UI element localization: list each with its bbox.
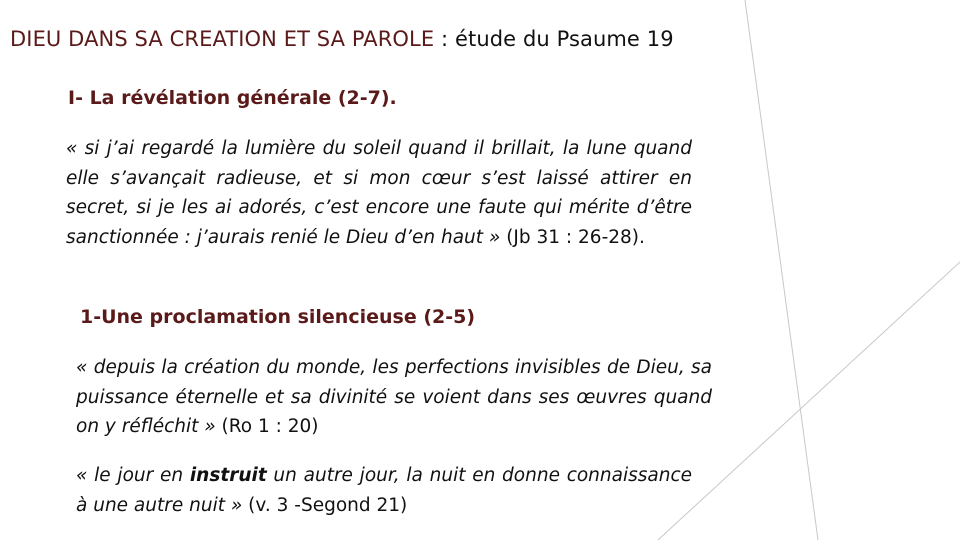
quote-romans [76, 353, 712, 442]
quote-job [66, 134, 692, 252]
quote-psalm [76, 461, 692, 520]
decorative-line-vertical [745, 0, 818, 540]
section-heading-general-revelation: I- La révélation générale (2-7). [68, 87, 397, 109]
quote-psalm-reference: (v. 3 -Segond 21) [242, 494, 408, 516]
title-rest: : étude du Psaume 19 [434, 27, 674, 51]
quote-psalm-bold-word: instruit [189, 465, 267, 486]
quote-romans-reference: (Ro 1 : 20) [215, 416, 319, 437]
title-highlight: DIEU DANS SA CREATION ET SA PAROLE [10, 27, 435, 51]
quote-job-reference: (Jb 31 : 26-28). [500, 226, 645, 248]
quote-psalm-part1: « le jour en [76, 465, 190, 486]
subsection-heading-silent-proclamation: 1-Une proclamation silencieuse (2-5) [80, 306, 476, 328]
quote-psalm-part2: un autre jour, la nuit en donne connaissance à une autre nuit » [76, 465, 693, 516]
quote-job-text: « si j’ai regardé la lumière du soleil quand il brillait, la lune quand elle s’avançait radieuse, et si mon cœur s’est laissé attirer en secret, si je les ai adorés, c’est encore une faute qui mérite d’être sanctionnée : j’aurais renié le Dieu d’en haut » [66, 138, 692, 248]
slide-title [10, 27, 674, 51]
quote-romans-text: « depuis la création du monde, les perfections invisibles de Dieu, sa puissance éternelle et sa divinité se voient dans ses œuvres quand on y réfléchit » [76, 357, 712, 437]
